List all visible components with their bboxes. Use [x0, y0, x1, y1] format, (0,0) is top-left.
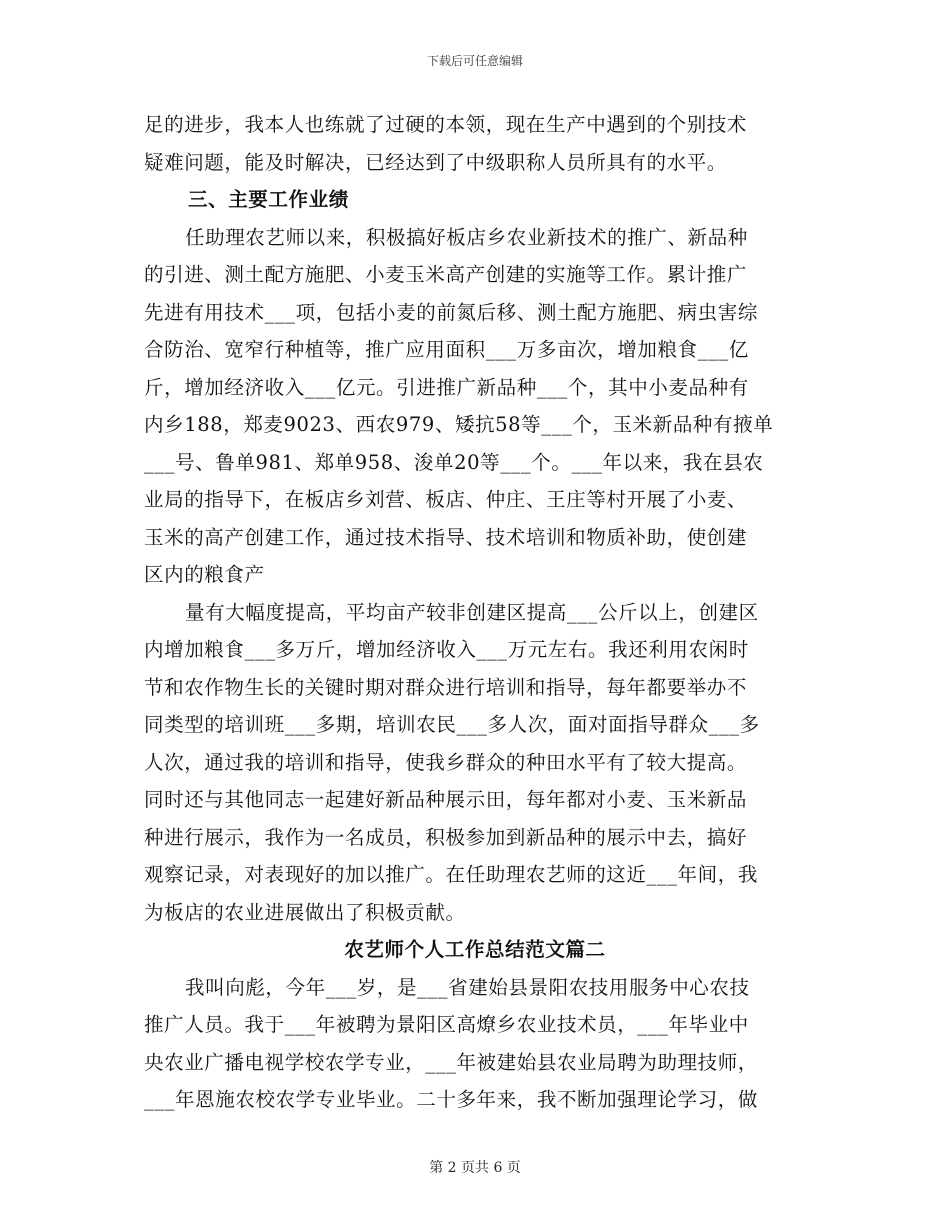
document-body	[144, 106, 806, 1119]
body-line: 央农业广播电视学校农学专业，___年被建始县农业局聘为助理技师，	[144, 1050, 758, 1074]
section-heading: 三、主要工作业绩	[188, 188, 349, 211]
body-line: 种进行展示，我作为一名成员，积极参加到新品种的展示中去，搞好	[144, 825, 748, 849]
body-line: 推广人员。我于___年被聘为景阳区高燎乡农业技术员，___年毕业中	[144, 1013, 749, 1036]
body-line: 内增加粮食___多万斤，增加经济收入___万元左右。我还利用农闲时	[144, 638, 749, 661]
body-line: 疑难问题，能及时解决，已经达到了中级职称人员所具有的水平。	[144, 150, 727, 174]
body-line: 先进有用技术___项，包括小麦的前氮后移、测土配方施肥、病虫害综	[144, 300, 758, 324]
body-line: 合防治、宽窄行种植等，推广应用面积___万多亩次，增加粮食___亿	[144, 338, 749, 361]
body-line: ___号、鲁单981、郑单958、浚单20等___个。___年以来，我在县农	[144, 450, 764, 474]
body-line: 观察记录，对表现好的加以推广。在任助理农艺师的这近___年间，我	[144, 863, 758, 886]
body-line: 内乡188，郑麦9023、西农979、矮抗58等___个，玉米新品种有掖单	[144, 413, 774, 436]
page-header: 下载后可任意编辑	[426, 54, 523, 68]
body-line: 为板店的农业进展做出了积极贡献。	[144, 900, 466, 924]
body-line: 斤，增加经济收入___亿元。引进推广新品种___个，其中小麦品种有	[144, 375, 749, 399]
page-footer: 第 2 页共 6 页	[429, 1160, 521, 1176]
body-line: 的引进、测土配方施肥、小麦玉米高产创建的实施等工作。累计推广	[144, 263, 748, 286]
body-line: 玉米的高产创建工作，通过技术指导、技术培训和物质补助，使创建	[144, 525, 748, 549]
article-subtitle: 农艺师个人工作总结范文篇二	[344, 938, 606, 961]
body-line: 任助理农艺师以来，积极搞好板店乡农业新技术的推广、新品种	[185, 225, 748, 249]
body-line: 节和农作物生长的关键时期对群众进行培训和指导，每年都要举办不	[144, 675, 748, 699]
body-line: 足的进步，我本人也练就了过硬的本领，现在生产中遇到的个别技术	[144, 113, 748, 136]
body-line: 同时还与其他同志一起建好新品种展示田，每年都对小麦、玉米新品	[144, 788, 748, 811]
body-line: 区内的粮食产	[144, 563, 265, 586]
body-line: 同类型的培训班___多期，培训农民___多人次，面对面指导群众___多	[144, 713, 760, 736]
body-line: 我叫向彪，今年___岁，是___省建始县景阳农技用服务中心农技	[185, 975, 750, 999]
body-line: ___年恩施农校农学专业毕业。二十多年来，我不断加强理论学习，做	[144, 1088, 758, 1111]
body-line: 人次，通过我的培训和指导，使我乡群众的种田水平有了较大提高。	[144, 750, 748, 774]
body-line: 业局的指导下，在板店乡刘营、板店、仲庄、王庄等村开展了小麦、	[144, 488, 748, 511]
body-line: 量有大幅度提高，平均亩产较非创建区提高___公斤以上，创建区	[185, 600, 759, 624]
